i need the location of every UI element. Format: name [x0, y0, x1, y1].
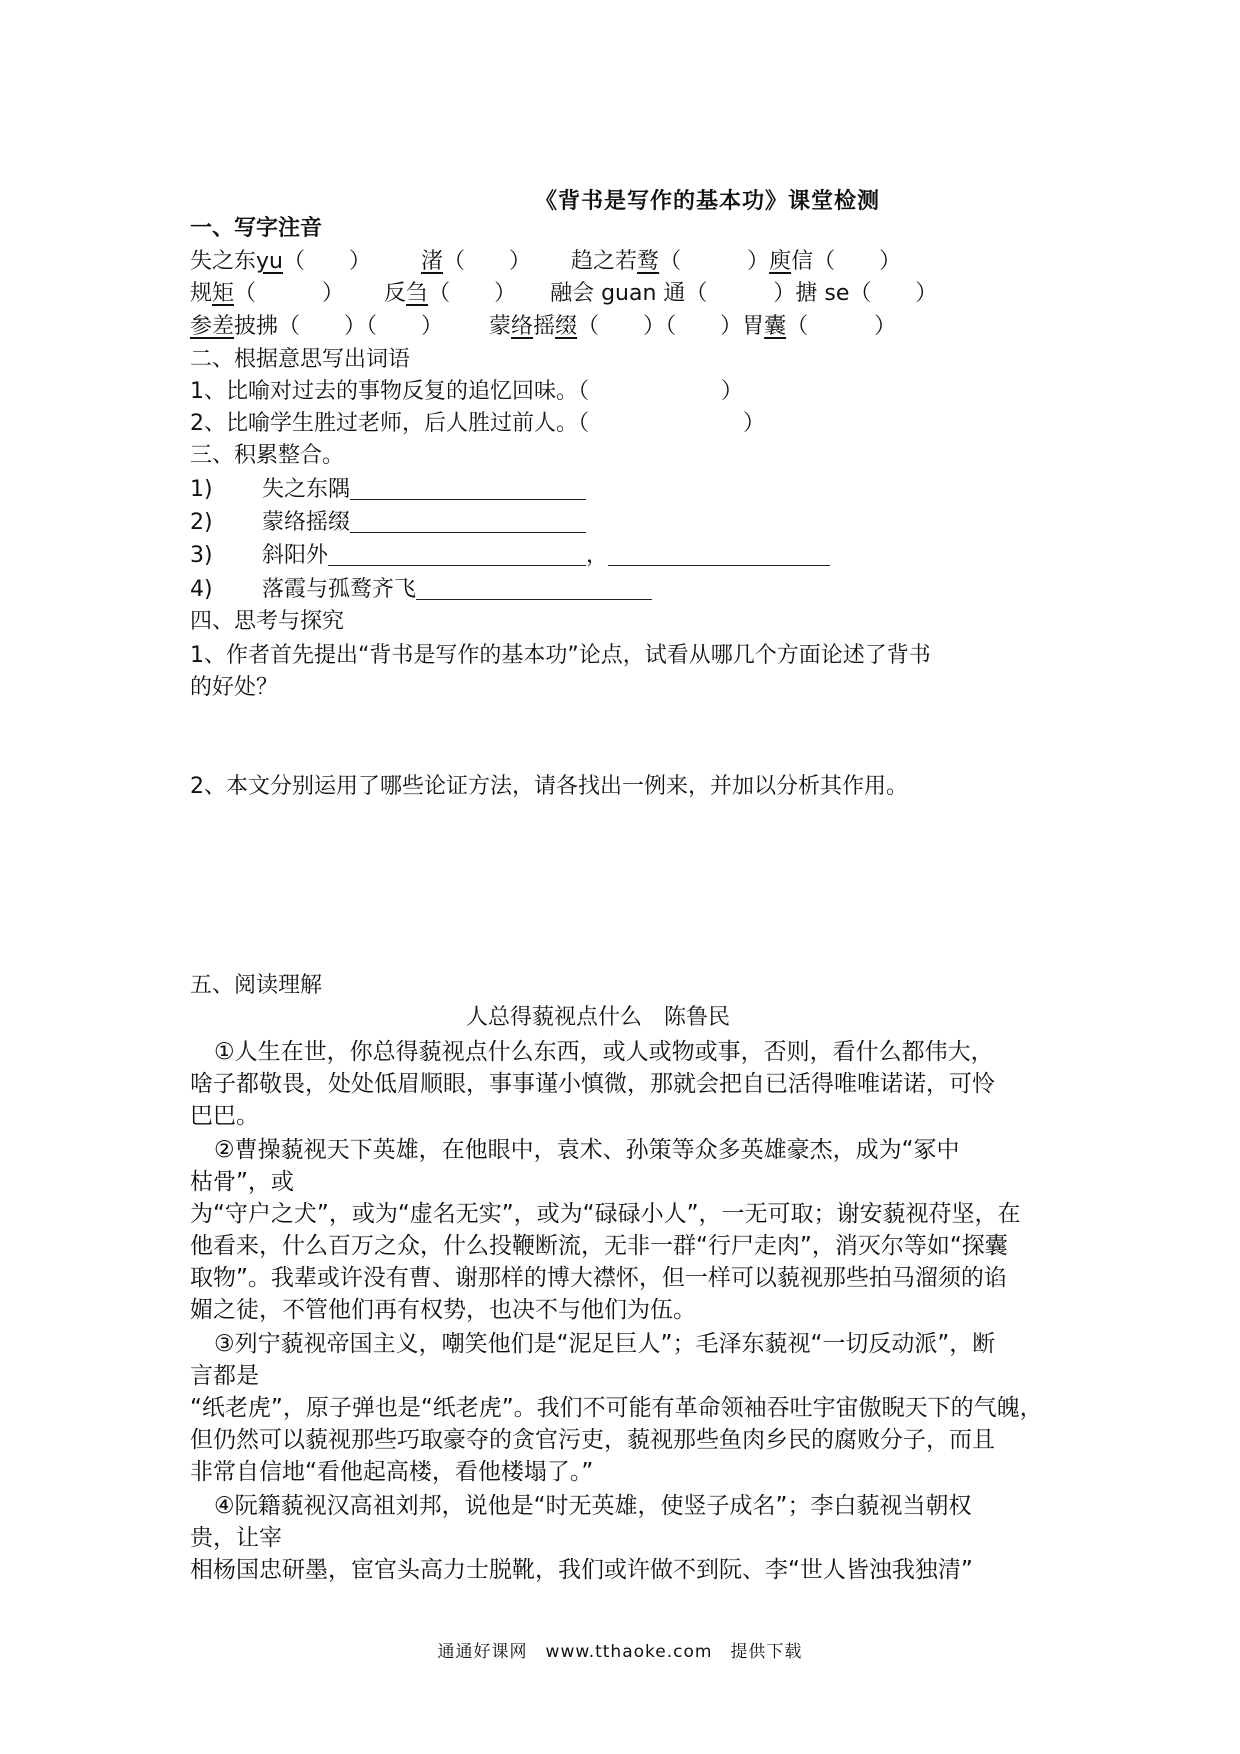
r1a-post: （ ）	[282, 249, 371, 274]
r1d-post: 信（ ）	[791, 249, 902, 274]
item-text: 蒙络摇缀	[262, 510, 351, 535]
paragraph-line: 巴巴。	[190, 1103, 259, 1129]
r3a-post: 披拂（ ）（ ）	[234, 314, 444, 339]
r1a-u: yu	[256, 249, 283, 274]
section3-heading: 三、积累整合。	[190, 443, 345, 468]
item-number: 2)	[190, 510, 213, 535]
paragraph-line: 非常自信地“看他起高楼，看他楼塌了。”	[190, 1459, 594, 1485]
answer-blank[interactable]	[328, 543, 586, 566]
item-text: 失之东隅	[262, 477, 351, 502]
answer-blank[interactable]	[350, 510, 586, 533]
r1c-u: 鹜	[637, 249, 660, 274]
paragraph-line: ③列宁藐视帝国主义，嘲笑他们是“泥足巨人”；毛泽东藐视“一切反动派”，断	[214, 1331, 996, 1357]
r2a-post: （ ）	[234, 281, 345, 306]
section4-heading: 四、思考与探究	[190, 609, 345, 634]
article-title: 人总得藐视点什么 陈鲁民	[466, 1005, 731, 1030]
article-paragraph-1	[190, 1036, 1070, 1132]
r3b-pre: 蒙	[489, 314, 512, 339]
paragraph-line: 言都是	[190, 1363, 259, 1389]
paragraph-line: 取物”。我辈或许没有曹、谢那样的博大襟怀，但一样可以藐视那些拍马溜须的谄	[190, 1265, 1007, 1291]
r2c: 融会 guan 通（ ）	[550, 281, 796, 306]
item-number: 1)	[190, 477, 213, 502]
item-text: 斜阳外	[262, 543, 329, 568]
r1a-pre: 失之东	[190, 249, 257, 274]
r1d-u: 庾	[769, 249, 792, 274]
item-number: 3)	[190, 543, 213, 568]
section5-heading: 五、阅读理解	[190, 973, 323, 998]
r2b-post: （ ）	[428, 281, 517, 306]
section4-q1-line1: 1、作者首先提出“背书是写作的基本功”论点，试看从哪几个方面论述了背书	[190, 643, 931, 668]
r3b-post: （ ）（ ）	[577, 314, 743, 339]
paragraph-line: 为“守户之犬”，或为“虚名无实”，或为“碌碌小人”，一无可取；谢安藐视苻坚，在	[190, 1201, 1021, 1227]
section4-q2: 2、本文分别运用了哪些论证方法，请各找出一例来，并加以分析其作用。	[190, 774, 908, 799]
section3-item-1	[190, 474, 586, 506]
answer-blank[interactable]	[608, 543, 830, 566]
r2b-pre: 反	[384, 281, 407, 306]
section1-row3	[190, 311, 896, 343]
item-number: 4)	[190, 577, 213, 602]
paragraph-line: 媚之徒，不管他们再有权势，也决不与他们为伍。	[190, 1297, 696, 1323]
article-paragraph-4	[190, 1490, 1070, 1586]
paragraph-line: 啥子都敬畏，处处低眉顺眼，事事谨小慎微，那就会把自已活得唯唯诺诺，可怜	[190, 1071, 995, 1097]
section1-heading: 一、写字注音	[190, 216, 323, 241]
section1-row1	[190, 246, 901, 278]
answer-blank[interactable]	[416, 577, 652, 600]
r1b-post: （ ）	[443, 249, 532, 274]
section3-item-3	[190, 540, 830, 572]
paragraph-line: ②曹操藐视天下英雄，在他眼中，袁术、孙策等众多英雄豪杰，成为“冢中	[214, 1137, 960, 1163]
r2a-pre: 规	[190, 281, 213, 306]
r3c-pre: 胃	[742, 314, 765, 339]
item-separator: ，	[586, 543, 609, 568]
paragraph-line: 但仍然可以藐视那些巧取豪夺的贪官污吏，藐视那些鱼肉乡民的腐败分子，而且	[190, 1427, 995, 1453]
paragraph-line: “纸老虎”，原子弹也是“纸老虎”。我们不可能有革命领袖吞吐宇宙傲睨天下的气魄，	[190, 1395, 1043, 1421]
section2-heading: 二、根据意思写出词语	[190, 347, 411, 372]
r3a-u: 参差	[190, 314, 235, 339]
r2d: 搪 se（ ）	[795, 281, 938, 306]
r1c-post: （ ）	[659, 249, 770, 274]
paragraph-line: ④阮籍藐视汉高祖刘邦，说他是“时无英雄，使竖子成名”；李白藐视当朝权	[214, 1493, 972, 1519]
paragraph-line: 贵，让宰	[190, 1525, 282, 1551]
section3-item-4	[190, 574, 652, 606]
footer-credit: 通通好课网 www.tthaoke.com 提供下载	[437, 1642, 803, 1662]
r3b-u: 络	[511, 314, 534, 339]
article-paragraph-2	[190, 1134, 1070, 1326]
r2b-u: 刍	[406, 281, 429, 306]
r3c-post: （ ）	[786, 314, 897, 339]
section3-item-2	[190, 507, 586, 539]
r3b-mid: 摇	[533, 314, 556, 339]
r3c-u: 囊	[764, 314, 787, 339]
r3b-u2: 缀	[555, 314, 578, 339]
page-title: 《背书是写作的基本功》课堂检测	[535, 189, 881, 214]
section4-q1-line2: 的好处？	[190, 675, 279, 700]
section2-q2: 2、比喻学生胜过老师，后人胜过前人。（ ）	[190, 411, 765, 436]
article-paragraph-3	[190, 1328, 1070, 1488]
section2-q1: 1、比喻对过去的事物反复的追忆回味。（ ）	[190, 379, 743, 404]
item-text: 落霞与孤鹜齐飞	[262, 577, 417, 602]
answer-blank[interactable]	[350, 477, 586, 500]
paragraph-line: 他看来，什么百万之众，什么投鞭断流，无非一群“行尸走肉”，消灭尔等如“探囊	[190, 1233, 1008, 1259]
r1c-pre: 趋之若	[571, 249, 638, 274]
section1-row2	[190, 278, 937, 310]
paragraph-line: ①人生在世，你总得藐视点什么东西，或人或物或事，否则，看什么都伟大，	[214, 1039, 994, 1065]
r1b-u: 渚	[421, 249, 444, 274]
paragraph-line: 枯骨”，或	[190, 1169, 294, 1195]
paragraph-line: 相杨国忠研墨，宦官头高力士脱靴，我们或许做不到阮、李“世人皆浊我独清”	[190, 1557, 973, 1583]
r2a-u: 矩	[212, 281, 235, 306]
